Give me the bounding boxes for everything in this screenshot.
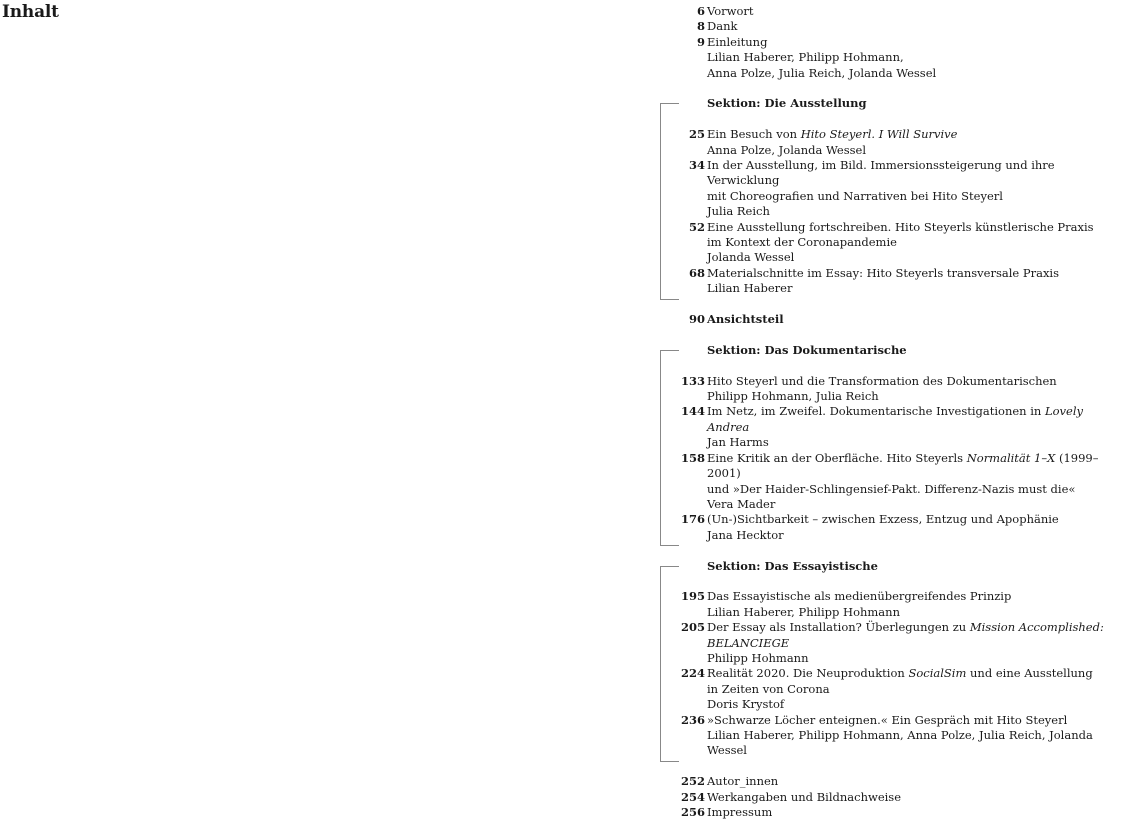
- entry-title: Einleitung: [707, 34, 768, 49]
- entry-line: Lilian Haberer, Philipp Hohmann, Anna Polze, Julia Reich, Jolanda Wessel: [707, 727, 1093, 758]
- page-number: 144: [680, 404, 705, 419]
- entry-line: Anna Polze, Jolanda Wessel: [707, 142, 867, 157]
- entry-line: Lilian Haberer, Philipp Hohmann: [707, 604, 900, 619]
- page-number: 6: [696, 4, 705, 18]
- entry-title: Impressum: [707, 805, 773, 819]
- entry-line: Vera Mader: [707, 496, 776, 511]
- toc-entry: [660, 127, 1120, 158]
- toc-entry-ansichtsteil: [660, 312, 1120, 327]
- entry-title: In der Ausstellung, im Bild. Immersionssteigerung und ihre Verwicklung: [707, 158, 1055, 188]
- entry-title: Eine Kritik an der Oberfläche. Hito Steyerls Normalität 1–X (1999–2001): [707, 450, 1099, 481]
- toc-entry: [660, 666, 1120, 712]
- toc-section: [660, 559, 1120, 759]
- table-of-contents: [660, 4, 1120, 820]
- entry-line: in Zeiten von Corona: [707, 681, 830, 696]
- toc-entry: [660, 713, 1120, 759]
- page-number: 90: [688, 312, 705, 327]
- entry-title: Realität 2020. Die Neuproduktion SocialSim und eine Ausstellung: [707, 666, 1093, 681]
- toc-entry: [660, 35, 1120, 81]
- entry-title: Dank: [707, 19, 738, 34]
- entry-title: Ein Besuch von Hito Steyerl. I Will Survive: [707, 127, 958, 142]
- page-number: [660, 50, 705, 65]
- section-title: Sektion: Die Ausstellung: [707, 96, 867, 111]
- toc-entry: [660, 404, 1120, 450]
- section-bracket: [660, 566, 679, 762]
- entry-line: Philipp Hohmann, Julia Reich: [707, 389, 879, 404]
- entry-line: und »Der Haider-Schlingensief-Pakt. Differenz-Nazis must die«: [707, 481, 1076, 496]
- page-number: 252: [680, 774, 705, 789]
- page-number: 9: [696, 34, 705, 49]
- toc-entry: [660, 512, 1120, 543]
- entry-line: Philipp Hohmann: [707, 650, 809, 665]
- entry-line: im Kontext der Coronapandemie: [707, 235, 897, 250]
- entry-line: Jana Hecktor: [707, 527, 784, 542]
- page-number: 176: [680, 512, 705, 527]
- entry-line: Lilian Haberer, Philipp Hohmann,: [707, 50, 904, 65]
- entry-line: Lilian Haberer: [707, 281, 793, 296]
- page-number: 236: [680, 712, 705, 727]
- toc-entry: [660, 374, 1120, 405]
- entry-title: Materialschnitte im Essay: Hito Steyerls transversale Praxis: [707, 265, 1060, 280]
- section-bracket: [660, 103, 679, 299]
- toc-entry: [660, 158, 1120, 220]
- toc-entry: [660, 805, 1120, 820]
- entry-title: Eine Ausstellung fortschreiben. Hito Steyerls künstlerische Praxis: [707, 219, 1094, 234]
- toc-entry: [660, 790, 1120, 805]
- section-bracket: [660, 350, 679, 546]
- entry-line: Doris Krystof: [707, 697, 785, 712]
- toc-entry: [660, 19, 1120, 34]
- page-number: 205: [680, 620, 705, 635]
- toc-entry: [660, 620, 1120, 666]
- page-number: 25: [688, 127, 705, 142]
- page-title: Inhalt: [2, 2, 59, 22]
- toc-entry: [660, 4, 1120, 19]
- toc-section: [660, 96, 1120, 296]
- entry-line: Anna Polze, Julia Reich, Jolanda Wessel: [707, 65, 937, 80]
- entry-line: Jan Harms: [707, 435, 769, 450]
- toc-entry: [660, 220, 1120, 266]
- entry-title: (Un-)Sichtbarkeit – zwischen Exzess, Entzug und Apophänie: [707, 512, 1059, 527]
- entry-title: Autor_innen: [707, 774, 779, 789]
- toc-entry: [660, 266, 1120, 297]
- entry-title: Der Essay als Installation? Überlegungen zu Mission Accomplished: BELANCIEGE: [707, 620, 1104, 650]
- toc-entry: [660, 774, 1120, 789]
- page-number: 52: [688, 219, 705, 234]
- toc-section: [660, 343, 1120, 543]
- page-number: 195: [680, 589, 705, 604]
- page-number: 256: [680, 805, 705, 819]
- section-title: Sektion: Das Dokumentarische: [707, 342, 907, 357]
- entry-title: Das Essayistische als medienübergreifendes Prinzip: [707, 589, 1012, 604]
- entry-line: Jolanda Wessel: [707, 250, 795, 265]
- entry-title: Vorwort: [707, 4, 754, 18]
- entry-title: Werkangaben und Bildnachweise: [707, 789, 902, 804]
- entry-title: »Schwarze Löcher enteignen.« Ein Gespräch mit Hito Steyerl: [707, 712, 1068, 727]
- entry-title: Ansichtsteil: [707, 312, 784, 327]
- page-number: [660, 66, 705, 81]
- section-title: Sektion: Das Essayistische: [707, 558, 878, 573]
- toc-entry: [660, 451, 1120, 513]
- page-number: 254: [680, 789, 705, 804]
- entry-title: Im Netz, im Zweifel. Dokumentarische Investigationen in Lovely Andrea: [707, 404, 1084, 434]
- page-number: 158: [680, 450, 705, 465]
- entry-line: Julia Reich: [707, 204, 770, 219]
- page-number: 34: [688, 158, 705, 173]
- entry-line: mit Choreografien und Narrativen bei Hito Steyerl: [707, 188, 1003, 203]
- page-number: 68: [688, 265, 705, 280]
- page-number: 133: [680, 373, 705, 388]
- page-number: 224: [680, 666, 705, 681]
- page-number: 8: [696, 19, 705, 34]
- entry-title: Hito Steyerl und die Transformation des Dokumentarischen: [707, 373, 1057, 388]
- toc-entry: [660, 589, 1120, 620]
